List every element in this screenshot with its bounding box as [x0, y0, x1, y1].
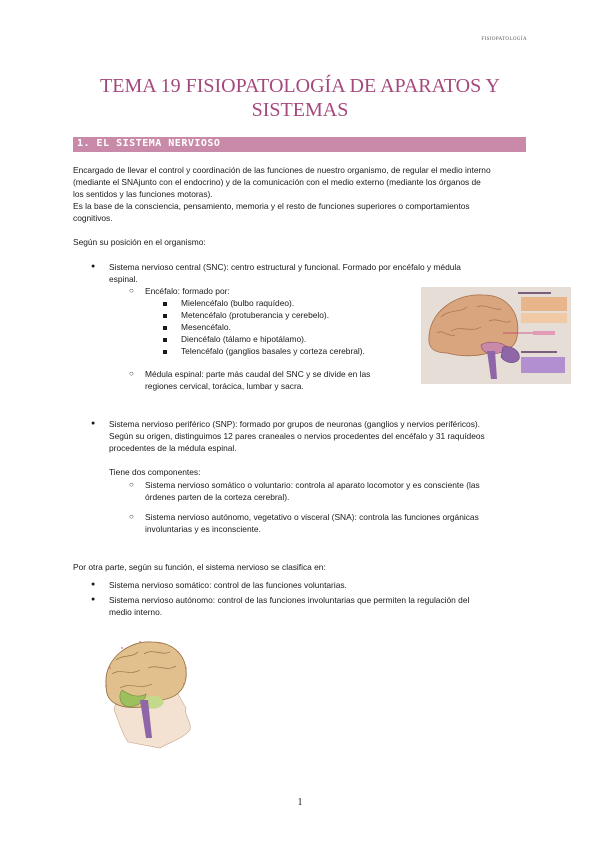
square-bullet — [163, 326, 167, 330]
autonomo-line-2: involuntarias y es inconsciente. — [145, 524, 261, 534]
square-bullet — [163, 314, 167, 318]
head-brain-illustration — [100, 638, 192, 758]
autonomo-line-1: Sistema nervioso autónomo, vegetativo o visceral (SNA): controla las funciones orgánicas — [145, 512, 479, 522]
encefalo-part: Mesencéfalo. — [181, 322, 231, 332]
position-intro: Según su posición en el organismo: — [73, 237, 206, 247]
encefalo-label: Encéfalo: formado por: — [145, 286, 230, 296]
square-bullet — [163, 302, 167, 306]
somatico-line-1: Sistema nervioso somático o voluntario: controla al aparato locomotor y es consciente (las — [145, 480, 480, 490]
intro-line-3: los sentidos y las funciones motoras). — [73, 189, 213, 199]
bullet-dot: ● — [91, 420, 96, 427]
components-label: Tiene dos componentes: — [109, 467, 201, 477]
circle-bullet: ○ — [129, 512, 134, 521]
section-heading-bar — [73, 137, 526, 152]
circle-bullet: ○ — [129, 286, 134, 295]
square-bullet — [163, 338, 167, 342]
snc-line-2: espinal. — [109, 274, 138, 284]
bullet-dot: ● — [91, 596, 96, 603]
function-autonomic-line-1: Sistema nervioso autónomo: control de las funciones involuntarias que permiten la regulación del — [109, 595, 470, 605]
bullet-dot: ● — [91, 581, 96, 588]
page-title — [60, 74, 540, 122]
bullet-dot: ● — [91, 263, 96, 270]
title-line-1: TEMA 19 FISIOPATOLOGÍA DE APARATOS Y — [100, 75, 500, 97]
brain-sagittal-illustration — [421, 287, 571, 384]
function-intro: Por otra parte, según su función, el sistema nervioso se clasifica en: — [73, 562, 326, 572]
snp-line-1: Sistema nervioso periférico (SNP): formado por grupos de neuronas (ganglios y nervios periféricos). — [109, 419, 480, 429]
function-autonomic-line-2: medio interno. — [109, 607, 163, 617]
encefalo-part: Mielencéfalo (bulbo raquídeo). — [181, 298, 295, 308]
square-bullet — [163, 350, 167, 354]
title-line-2: SISTEMAS — [251, 99, 349, 121]
circle-bullet: ○ — [129, 369, 134, 378]
encefalo-part: Telencéfalo (ganglios basales y corteza cerebral). — [181, 346, 365, 356]
medula-line-2: regiones cervical, torácica, lumbar y sacra. — [145, 381, 304, 391]
encefalo-part: Metencéfalo (protuberancia y cerebelo). — [181, 310, 330, 320]
section-heading: 1. EL SISTEMA NERVIOSO — [77, 138, 221, 149]
running-header: FISIOPATOLOGÍA — [481, 37, 527, 42]
intro-line-4: Es la base de la consciencia, pensamiento, memoria y el resto de funciones superiores o comportamientos — [73, 201, 470, 211]
medula-line-1: Médula espinal: parte más caudal del SNC y se divide en las — [145, 369, 371, 379]
intro-line-1: Encargado de llevar el control y coordinación de las funciones de nuestro organismo, de regular el medio interno — [73, 165, 491, 175]
snp-line-3: procedentes de la médula espinal. — [109, 443, 237, 453]
page-number: 1 — [297, 797, 303, 808]
circle-bullet: ○ — [129, 480, 134, 489]
function-somatic: Sistema nervioso somático: control de las funciones voluntarias. — [109, 580, 347, 590]
intro-line-2: (mediante el SNAjunto con el endocrino) y de la comunicación con el medio externo (mediante los órganos de — [73, 177, 481, 187]
snp-line-2: Según su origen, distinguimos 12 pares craneales o nervios procedentes del encéfalo y 31 raquídeos — [109, 431, 485, 441]
somatico-line-2: órdenes parten de la corteza cerebral). — [145, 492, 290, 502]
intro-line-5: cognitivos. — [73, 213, 113, 223]
encefalo-part: Diencéfalo (tálamo e hipotálamo). — [181, 334, 307, 344]
snc-line-1: Sistema nervioso central (SNC): centro estructural y funcional. Formado por encéfalo y médula — [109, 262, 461, 272]
